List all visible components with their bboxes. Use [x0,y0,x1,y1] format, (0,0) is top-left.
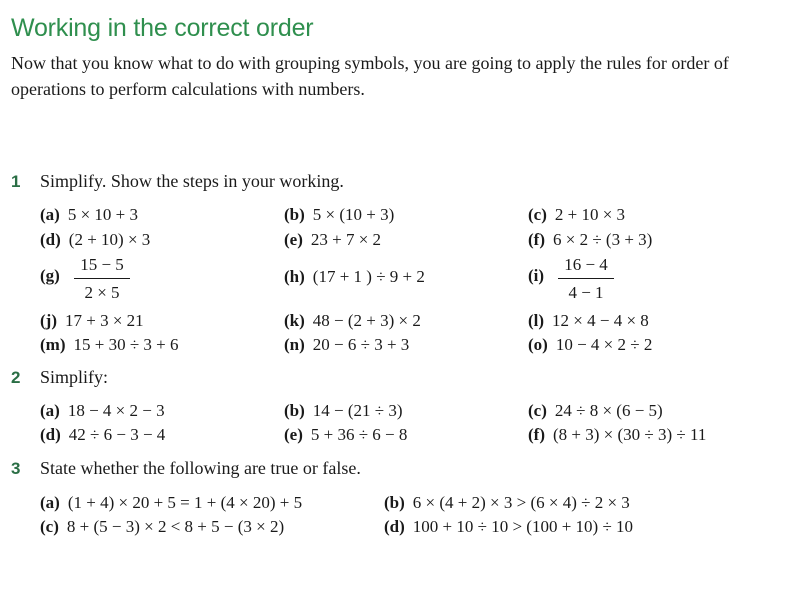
item-label: (f) [528,425,545,444]
item-expression: 17 + 3 × 21 [64,311,144,330]
item-expression: 5 × 10 + 3 [67,205,139,224]
item-expression: 100 + 10 ÷ 10 > (100 + 10) ÷ 10 [412,517,634,536]
item-label: (o) [528,335,548,354]
item-label: (k) [284,311,305,330]
q1-item-g [40,254,150,306]
q2-item-d [40,424,165,446]
item-label: (n) [284,335,305,354]
item-label: (f) [528,230,545,249]
q1-item-c [528,204,625,226]
q3-item-d [384,516,633,538]
item-expression: 6 × (4 + 2) × 3 > (6 × 4) ÷ 2 × 3 [412,493,630,512]
q1-item-m [40,334,179,356]
item-expression: (2 + 10) × 3 [68,230,151,249]
fraction-bar [74,278,130,279]
fraction-numerator: 15 − 5 [80,255,124,274]
q3-item-c [40,516,284,538]
q2-item-b [284,400,403,422]
item-label: (l) [528,311,545,330]
q1-item-h [284,266,425,288]
item-label: (j) [40,311,57,330]
question-3-number: 3 [11,459,21,478]
q1-item-l [528,310,649,332]
item-label: (b) [284,205,305,224]
q2-item-c [528,400,663,422]
item-expression: 48 − (2 + 3) × 2 [312,311,421,330]
item-label: (b) [384,493,405,512]
item-expression: (17 + 1 ) ÷ 9 + 2 [312,267,425,286]
item-label: (c) [528,401,547,420]
item-expression: 42 ÷ 6 − 3 − 4 [68,425,166,444]
item-label: (i) [528,266,545,285]
item-expression: 12 × 4 − 4 × 8 [552,311,649,330]
item-label: (m) [40,335,66,354]
q1-item-i [528,254,638,306]
q1-item-n [284,334,409,356]
item-label: (e) [284,425,303,444]
item-expression: 8 + (5 − 3) × 2 < 8 + 5 − (3 × 2) [66,517,285,536]
fraction-bar [558,278,614,279]
item-label: (h) [284,267,305,286]
item-expression: 2 + 10 × 3 [554,205,626,224]
q2-item-e [284,424,407,446]
q1-item-e [284,229,381,251]
question-2-number: 2 [11,368,21,387]
fraction [558,254,614,304]
item-label: (a) [40,401,60,420]
item-expression: (1 + 4) × 20 + 5 = 1 + (4 × 20) + 5 [67,493,303,512]
item-expression: 15 + 30 ÷ 3 + 6 [73,335,179,354]
fraction [74,254,130,304]
item-expression: 10 − 4 × 2 ÷ 2 [555,335,653,354]
item-expression: (8 + 3) × (30 ÷ 3) ÷ 11 [552,425,707,444]
q1-item-o [528,334,652,356]
q3-item-a [40,492,302,514]
section-heading: Working in the correct order [11,14,314,42]
item-label: (d) [40,230,61,249]
fraction-denominator: 2 × 5 [84,283,120,302]
q1-item-a [40,204,138,226]
q1-item-f [528,229,652,251]
item-label: (a) [40,205,60,224]
question-3-prompt: State whether the following are true or false. [40,458,361,478]
item-label: (d) [40,425,61,444]
question-1-number: 1 [11,172,21,191]
question-2-prompt: Simplify: [40,367,109,387]
item-label: (b) [284,401,305,420]
item-label: (c) [528,205,547,224]
q1-item-d [40,229,150,251]
item-label: (d) [384,517,405,536]
item-label: (g) [40,266,60,285]
item-expression: 18 − 4 × 2 − 3 [67,401,165,420]
q1-item-j [40,310,144,332]
item-expression: 5 + 36 ÷ 6 − 8 [310,425,408,444]
item-expression: 14 − (21 ÷ 3) [312,401,403,420]
item-expression: 5 × (10 + 3) [312,205,395,224]
item-expression: 23 + 7 × 2 [310,230,382,249]
q1-item-b [284,204,394,226]
fraction-denominator: 4 − 1 [568,283,604,302]
q2-item-f [528,424,706,446]
item-expression: 6 × 2 ÷ (3 + 3) [552,230,653,249]
q2-item-a [40,400,165,422]
q3-item-b [384,492,630,514]
item-label: (e) [284,230,303,249]
item-expression: 24 ÷ 8 × (6 − 5) [554,401,663,420]
item-label: (a) [40,493,60,512]
q1-item-k [284,310,421,332]
intro-paragraph: Now that you know what to do with grouping symbols, you are going to apply the rules for order of operations to perform calculations with numbers. [11,53,729,99]
fraction-numerator: 16 − 4 [564,255,608,274]
item-label: (c) [40,517,59,536]
item-expression: 20 − 6 ÷ 3 + 3 [312,335,410,354]
question-1-prompt: Simplify. Show the steps in your working. [40,171,344,191]
